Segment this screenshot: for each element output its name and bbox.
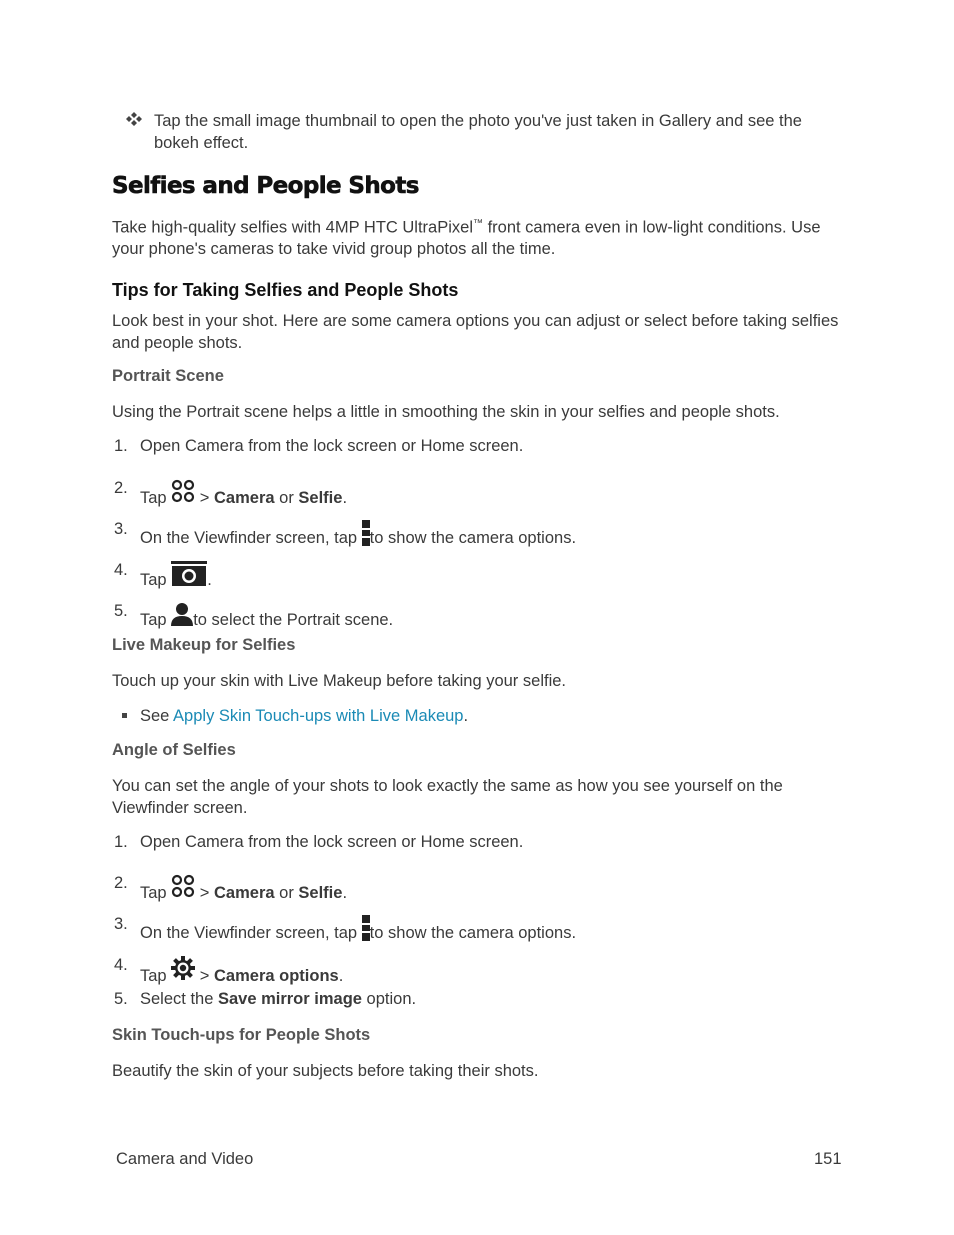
step-number: 1. (114, 833, 128, 851)
skin-touchups-link[interactable]: Apply Skin Touch-ups with Live Makeup (173, 707, 464, 725)
step-text: Tap > Camera or Selfie. (140, 874, 347, 903)
step-text: Open Camera from the lock screen or Home screen. (140, 833, 524, 851)
live-makeup-title: Live Makeup for Selfies (112, 636, 296, 654)
step-number: 5. (114, 990, 128, 1008)
step-text: Tap > Camera options. (140, 956, 343, 986)
gear-icon (171, 956, 195, 985)
square-bullet-icon (122, 713, 127, 718)
step-text: On the Viewfinder screen, tap to show the camera options. (140, 915, 576, 946)
step-text: Select the Save mirror image option. (140, 990, 417, 1008)
app-switch-icon (171, 874, 195, 903)
step-number: 5. (114, 602, 128, 620)
portrait-scene-title: Portrait Scene (112, 367, 224, 385)
page-number: 151 (814, 1150, 842, 1168)
angle-title: Angle of Selfies (112, 741, 236, 759)
tips-title: Tips for Taking Selfies and People Shots (112, 280, 459, 300)
step-text: Tap . (140, 561, 212, 592)
portrait-scene-desc: Using the Portrait scene helps a little in smoothing the skin in your selfies and people shots. (112, 403, 780, 421)
tips-intro: Look best in your shot. Here are some camera options you can adjust or select before taking selfies and people shots. (112, 312, 839, 352)
angle-desc: You can set the angle of your shots to look exactly the same as how you see yourself on the Viewfinder screen. (112, 777, 783, 817)
skin-touchups-title: Skin Touch-ups for People Shots (112, 1026, 371, 1044)
menu-dots-icon (362, 520, 370, 551)
step-number: 3. (114, 520, 128, 538)
trademark-symbol: ™ (473, 218, 483, 229)
portrait-icon (171, 602, 193, 631)
live-makeup-desc: Touch up your skin with Live Makeup before taking your selfie. (112, 672, 566, 690)
menu-dots-icon (362, 915, 370, 946)
step-number: 1. (114, 437, 128, 455)
step-text: Open Camera from the lock screen or Home screen. (140, 437, 524, 455)
app-switch-icon (171, 479, 195, 508)
step-text: Tap > Camera or Selfie. (140, 479, 347, 508)
section-title: Selfies and People Shots (112, 173, 419, 199)
step-number: 3. (114, 915, 128, 933)
step-text: On the Viewfinder screen, tap to show the camera options. (140, 520, 576, 551)
camera-scene-icon (171, 561, 207, 592)
footer-section: Camera and Video (116, 1150, 254, 1168)
see-also-text: See Apply Skin Touch-ups with Live Makeup. (140, 707, 469, 725)
step-number: 4. (114, 561, 128, 579)
section-intro: Take high-quality selfies with 4MP HTC UltraPixel™ front camera even in low-light conditions. Use your phone's cameras to take vivid group photos all the time. (112, 218, 821, 258)
step-text: Tap to select the Portrait scene. (140, 602, 393, 631)
step-number: 2. (114, 874, 128, 892)
skin-touchups-desc: Beautify the skin of your subjects before taking their shots. (112, 1062, 539, 1080)
step-number: 4. (114, 956, 128, 974)
diamond-bullet-icon (125, 111, 143, 132)
step-number: 2. (114, 479, 128, 497)
intro-bullet-text: Tap the small image thumbnail to open the photo you've just taken in Gallery and see the bokeh effect. (154, 112, 802, 152)
